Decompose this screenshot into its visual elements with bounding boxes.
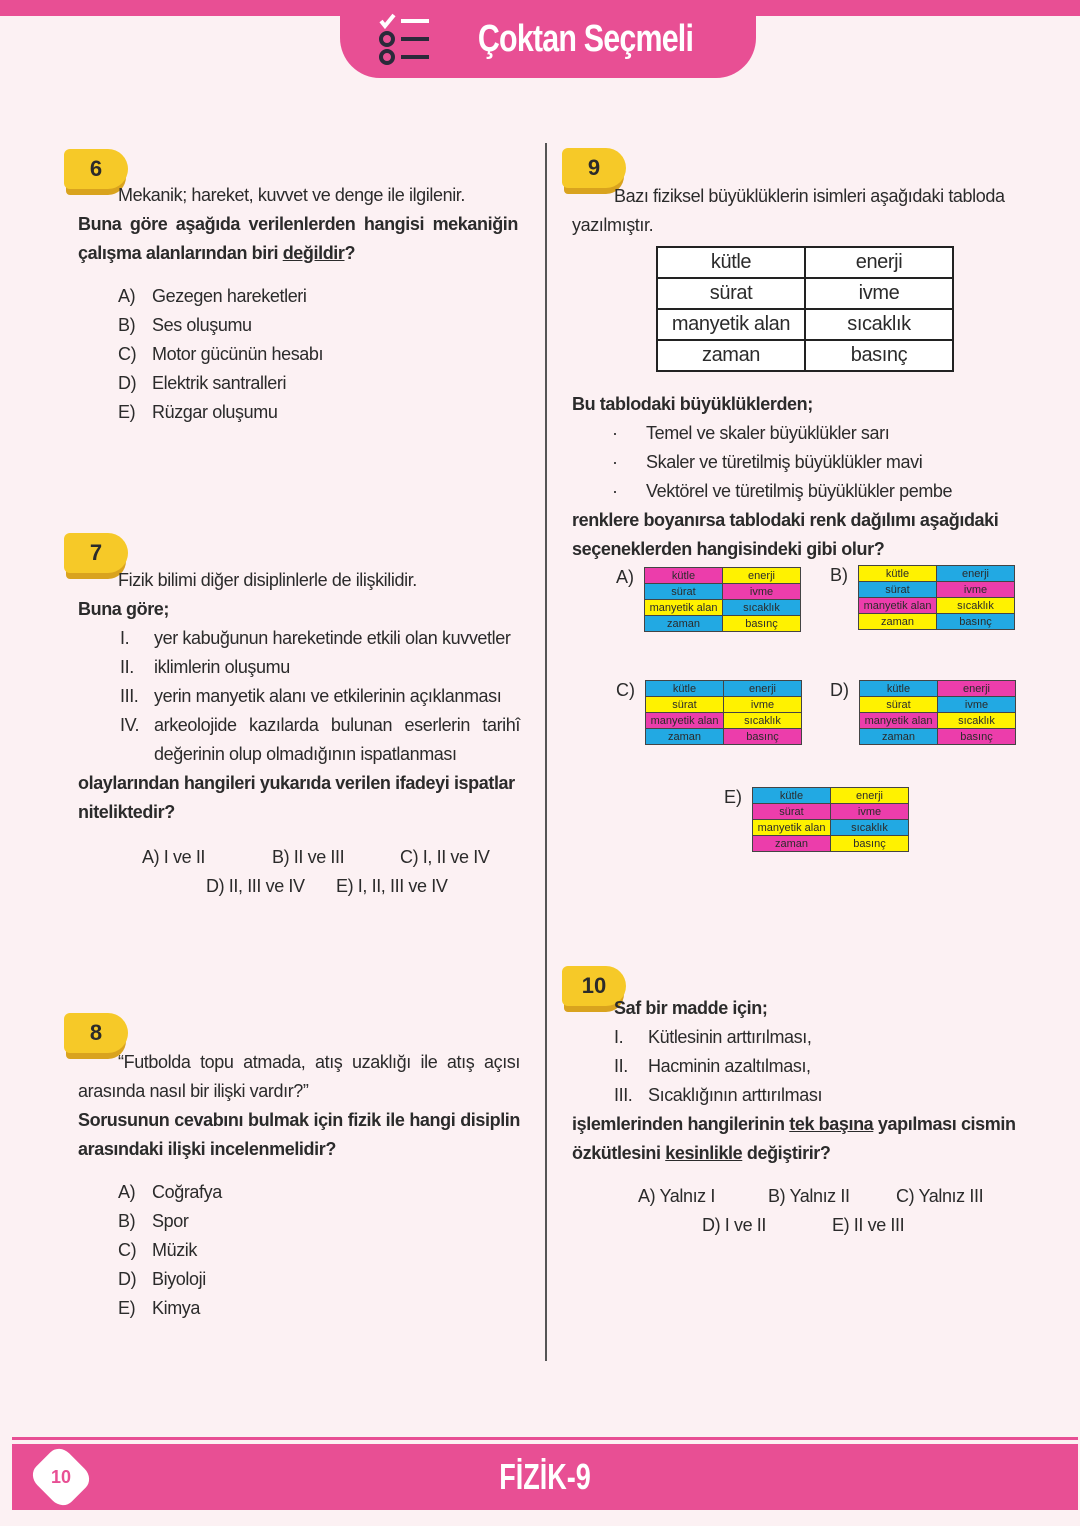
- q10-q-emphasis: kesinlikle: [665, 1143, 743, 1163]
- table-cell: sıcaklık: [805, 309, 953, 340]
- table-row: [860, 697, 1016, 713]
- question-7: [78, 566, 520, 901]
- option-letter: D): [118, 1269, 137, 1289]
- answer-b[interactable]: B) Yalnız II: [768, 1186, 850, 1206]
- colored-cell: sürat: [753, 804, 831, 820]
- item-numeral: III.: [120, 686, 139, 706]
- roman-item: [614, 1052, 1018, 1081]
- colored-cell: manyetik alan: [860, 713, 938, 729]
- colored-cell: kütle: [753, 788, 831, 804]
- footer: [12, 1444, 1078, 1510]
- colored-cell: sıcaklık: [724, 713, 802, 729]
- colored-cell: sıcaklık: [831, 820, 909, 836]
- colored-cell: kütle: [859, 566, 937, 582]
- q10-q-part: değiştirir?: [742, 1143, 831, 1163]
- answer-option[interactable]: [118, 340, 518, 369]
- q10-q-part: yapılması cismin özkütlesini: [572, 1114, 1016, 1163]
- q10-q-part: işlemlerinden hangilerinin: [572, 1114, 790, 1134]
- question-number-badge: 6: [64, 149, 128, 189]
- item-numeral: I.: [614, 1027, 624, 1047]
- answer-c[interactable]: C) I, II ve IV: [400, 847, 490, 867]
- option-text: Kimya: [152, 1298, 201, 1318]
- table-row: [646, 729, 802, 745]
- table-row: [859, 614, 1015, 630]
- table-cell: enerji: [805, 247, 953, 278]
- option-text: Ses oluşumu: [152, 315, 252, 335]
- colored-cell: zaman: [753, 836, 831, 852]
- table-row: [753, 788, 909, 804]
- table-row: [860, 729, 1016, 745]
- table-row: [657, 278, 953, 309]
- question-8: [78, 1048, 520, 1323]
- answer-option[interactable]: [118, 282, 518, 311]
- color-table: [644, 567, 801, 632]
- q6-question-text: Buna göre aşağıda verilenlerden hangisi mekaniğin çalışma alanlarından biri: [78, 214, 518, 263]
- q10-items: [572, 1023, 1018, 1110]
- colored-cell: enerji: [938, 681, 1016, 697]
- table-cell: basınç: [805, 340, 953, 371]
- color-table: [645, 680, 802, 745]
- table-row: [753, 804, 909, 820]
- option-text: Elektrik santralleri: [152, 373, 287, 393]
- q6-question-emphasis: değildir: [282, 243, 345, 263]
- colored-cell: kütle: [860, 681, 938, 697]
- color-table: [859, 680, 1016, 745]
- color-option-d[interactable]: [830, 680, 1016, 745]
- colored-cell: sürat: [645, 584, 723, 600]
- color-option-e[interactable]: [724, 787, 909, 852]
- colored-cell: manyetik alan: [753, 820, 831, 836]
- answer-e[interactable]: E) I, II, III ve IV: [336, 876, 448, 896]
- table-row: [657, 309, 953, 340]
- q9-bullets: [572, 419, 1016, 506]
- colored-cell: enerji: [724, 681, 802, 697]
- question-6: [78, 181, 518, 427]
- item-numeral: I.: [120, 628, 130, 648]
- q7-answers: [78, 843, 520, 901]
- item-text: Sıcaklığının arttırılması: [648, 1085, 823, 1105]
- colored-cell: basınç: [831, 836, 909, 852]
- color-table: [858, 565, 1015, 630]
- bullet-text: Vektörel ve türetilmiş büyüklükler pembe: [646, 481, 953, 501]
- option-letter: B): [830, 565, 848, 585]
- item-text: arkeolojide kazılarda bulunan eserlerin tarihî değerinin olup olmadığının ispatlanması: [154, 715, 520, 764]
- colored-cell: ivme: [831, 804, 909, 820]
- bullet-icon: ·: [612, 452, 618, 472]
- question-number-badge: 10: [562, 966, 626, 1006]
- q7-items: [78, 624, 520, 769]
- table-row: [645, 616, 801, 632]
- colored-cell: sıcaklık: [937, 598, 1015, 614]
- table-row: [646, 681, 802, 697]
- roman-item: [120, 711, 520, 769]
- item-text: Kütlesinin arttırılması,: [648, 1027, 812, 1047]
- color-table: [752, 787, 909, 852]
- q10-intro: Saf bir madde için;: [614, 998, 768, 1018]
- answer-option[interactable]: [118, 1207, 520, 1236]
- colored-cell: manyetik alan: [645, 600, 723, 616]
- option-letter: E): [724, 787, 742, 807]
- q6-question: [78, 210, 518, 268]
- colored-cell: manyetik alan: [859, 598, 937, 614]
- table-row: [645, 584, 801, 600]
- table-cell: sürat: [657, 278, 805, 309]
- table-row: [753, 836, 909, 852]
- colored-cell: manyetik alan: [646, 713, 724, 729]
- colored-cell: sürat: [859, 582, 937, 598]
- table-row: [657, 247, 953, 278]
- item-numeral: II.: [614, 1056, 628, 1076]
- answer-a[interactable]: A) Yalnız I: [638, 1186, 715, 1206]
- table-cell: kütle: [657, 247, 805, 278]
- q9-question: renklere boyanırsa tablodaki renk dağılımı aşağıdaki seçeneklerden hangisindeki gibi olur?: [572, 510, 999, 559]
- section-header: [340, 0, 756, 78]
- answer-option[interactable]: [118, 369, 518, 398]
- table-row: [646, 697, 802, 713]
- color-option-c[interactable]: [616, 680, 802, 745]
- colored-cell: ivme: [938, 697, 1016, 713]
- q7-question: olaylarından hangileri yukarıda verilen ifadeyi ispatlar niteliktedir?: [78, 773, 515, 822]
- question-number-badge: 7: [64, 533, 128, 573]
- option-letter: B): [118, 1211, 136, 1231]
- bullet-text: Temel ve skaler büyüklükler sarı: [646, 423, 890, 443]
- option-letter: A): [616, 567, 634, 587]
- table-cell: ivme: [805, 278, 953, 309]
- q8-options: [78, 1178, 520, 1323]
- color-option-b[interactable]: [830, 565, 1015, 630]
- colored-cell: basınç: [724, 729, 802, 745]
- question-number-badge: 9: [562, 148, 626, 188]
- q6-question-end: ?: [344, 243, 356, 263]
- q6-intro: Mekanik; hareket, kuvvet ve denge ile ilgilenir.: [118, 185, 465, 205]
- option-text: Coğrafya: [152, 1182, 222, 1202]
- table-row: [645, 600, 801, 616]
- item-text: yerin manyetik alanı ve etkilerinin açıklanması: [154, 686, 502, 706]
- colored-cell: enerji: [723, 568, 801, 584]
- color-option-a[interactable]: [616, 567, 801, 632]
- bullet-item: [612, 448, 1016, 477]
- colored-cell: kütle: [645, 568, 723, 584]
- colored-cell: sıcaklık: [938, 713, 1016, 729]
- option-text: Rüzgar oluşumu: [152, 402, 278, 422]
- colored-cell: basınç: [937, 614, 1015, 630]
- answer-d[interactable]: D) I ve II: [702, 1215, 767, 1235]
- quantities-table: [656, 246, 954, 372]
- table-cell: zaman: [657, 340, 805, 371]
- colored-cell: sıcaklık: [723, 600, 801, 616]
- q7-intro: Fizik bilimi diğer disiplinlerle de ilişkilidir.: [118, 570, 417, 590]
- bullet-icon: ·: [612, 481, 618, 501]
- option-text: Motor gücünün hesabı: [152, 344, 324, 364]
- table-row: [859, 566, 1015, 582]
- colored-cell: ivme: [937, 582, 1015, 598]
- table-row: [859, 598, 1015, 614]
- option-letter: D): [118, 373, 137, 393]
- footer-line: [12, 1437, 1078, 1440]
- answer-a[interactable]: A) I ve II: [142, 847, 206, 867]
- colored-cell: kütle: [646, 681, 724, 697]
- bullet-text: Skaler ve türetilmiş büyüklükler mavi: [646, 452, 923, 472]
- q8-question: Sorusunun cevabını bulmak için fizik ile hangi disiplin arasındaki ilişki incelenmelidir?: [78, 1110, 520, 1159]
- q10-question: [572, 1110, 1018, 1168]
- option-letter: C): [118, 344, 137, 364]
- colored-cell: zaman: [859, 614, 937, 630]
- table-row: [753, 820, 909, 836]
- checklist-icon: [377, 11, 433, 67]
- q10-answers: [572, 1182, 1018, 1240]
- item-numeral: II.: [120, 657, 134, 677]
- option-letter: B): [118, 315, 136, 335]
- footer-title: FİZİK-9: [499, 1456, 591, 1497]
- colored-cell: basınç: [938, 729, 1016, 745]
- answer-option[interactable]: [118, 398, 518, 427]
- table-row: [657, 340, 953, 371]
- table-row: [860, 681, 1016, 697]
- option-letter: D): [830, 680, 849, 700]
- colored-cell: zaman: [645, 616, 723, 632]
- option-letter: E): [118, 402, 136, 422]
- option-letter: C): [118, 1240, 137, 1260]
- table-row: [645, 568, 801, 584]
- colored-cell: ivme: [723, 584, 801, 600]
- answer-c[interactable]: C) Yalnız III: [896, 1186, 984, 1206]
- colored-cell: zaman: [646, 729, 724, 745]
- section-title: Çoktan Seçmeli: [477, 17, 693, 60]
- colored-cell: basınç: [723, 616, 801, 632]
- answer-option[interactable]: [118, 1236, 520, 1265]
- roman-item: [614, 1023, 1018, 1052]
- q6-options: [78, 282, 518, 427]
- table-row: [860, 713, 1016, 729]
- answer-option[interactable]: [118, 311, 518, 340]
- answer-option[interactable]: [118, 1265, 520, 1294]
- bullet-item: [612, 419, 1016, 448]
- item-text: yer kabuğunun hareketinde etkili olan kuvvetler: [154, 628, 511, 648]
- column-divider: [545, 143, 547, 1361]
- colored-cell: sürat: [646, 697, 724, 713]
- answer-e[interactable]: E) II ve III: [832, 1215, 905, 1235]
- q10-q-emphasis: tek başına: [789, 1114, 874, 1134]
- option-text: Spor: [152, 1211, 189, 1231]
- colored-cell: zaman: [860, 729, 938, 745]
- table-row: [859, 582, 1015, 598]
- question-number-badge: 8: [64, 1013, 128, 1053]
- item-numeral: IV.: [120, 715, 140, 735]
- answer-b[interactable]: B) II ve III: [272, 847, 345, 867]
- q8-intro: “Futbolda topu atmada, atış uzaklığı ile atış açısı arasında nasıl bir ilişki vardır?”: [78, 1052, 520, 1101]
- bullet-item: [612, 477, 1016, 506]
- item-numeral: III.: [614, 1085, 633, 1105]
- option-letter: A): [118, 286, 136, 306]
- option-text: Biyoloji: [152, 1269, 206, 1289]
- question-10: [572, 994, 1018, 1240]
- answer-option[interactable]: [118, 1294, 520, 1323]
- roman-item: [120, 624, 520, 653]
- q7-lead: Buna göre;: [78, 599, 170, 619]
- item-text: Hacminin azaltılması,: [648, 1056, 811, 1076]
- option-letter: E): [118, 1298, 136, 1318]
- roman-item: [614, 1081, 1018, 1110]
- colored-cell: ivme: [724, 697, 802, 713]
- item-text: iklimlerin oluşumu: [154, 657, 290, 677]
- roman-item: [120, 653, 520, 682]
- table-cell: manyetik alan: [657, 309, 805, 340]
- table-row: [646, 713, 802, 729]
- option-text: Müzik: [152, 1240, 198, 1260]
- roman-item: [120, 682, 520, 711]
- page-number: 10: [50, 1466, 72, 1487]
- q9-intro: Bazı fiziksel büyüklüklerin isimleri aşağıdaki tabloda yazılmıştır.: [572, 186, 1005, 235]
- option-letter: C): [616, 680, 635, 700]
- answer-d[interactable]: D) II, III ve IV: [206, 876, 305, 896]
- option-text: Gezegen hareketleri: [152, 286, 307, 306]
- bullet-icon: ·: [612, 423, 618, 443]
- option-letter: A): [118, 1182, 136, 1202]
- q9-lead: Bu tablodaki büyüklüklerden;: [572, 394, 813, 414]
- colored-cell: enerji: [831, 788, 909, 804]
- colored-cell: sürat: [860, 697, 938, 713]
- question-9: [572, 182, 1016, 564]
- colored-cell: enerji: [937, 566, 1015, 582]
- answer-option[interactable]: [118, 1178, 520, 1207]
